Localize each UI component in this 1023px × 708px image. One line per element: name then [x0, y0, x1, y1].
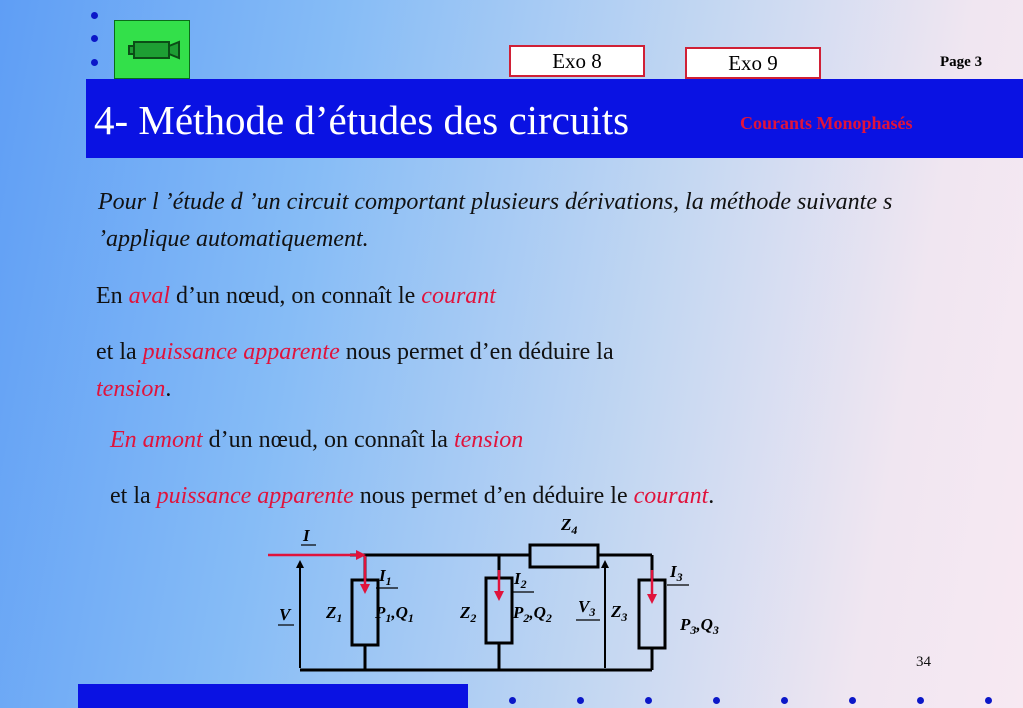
- label-pq2: $P_2,Q_2$: [513, 603, 552, 625]
- bullet-dot: [917, 697, 924, 704]
- text: .: [708, 483, 715, 509]
- label-z4: $Z_4$: [561, 515, 578, 537]
- bullet-dot: [713, 697, 720, 704]
- label-z2: $Z_2$: [460, 603, 477, 625]
- impedance-z4: [530, 545, 598, 567]
- text: nous permet d’en déduire la: [339, 339, 614, 365]
- label-i: I: [303, 526, 310, 545]
- keyword: tension: [453, 427, 524, 453]
- label-pq3: $P_3,Q_3$: [680, 615, 719, 637]
- keyword: tension: [96, 376, 166, 402]
- intro-paragraph: Pour l ’étude d ’un circuit comportant plusieurs dérivations, la méthode suivante s ’applique automatiquement.: [98, 189, 893, 252]
- page-title: 4- Méthode d’études des circuits: [94, 97, 630, 143]
- bullet-dot: [509, 697, 516, 704]
- keyword: aval: [128, 283, 170, 309]
- bottom-bar: [78, 684, 468, 708]
- text: d’un nœud, on connaît le: [170, 283, 422, 309]
- label-i1: $I_1$: [379, 566, 392, 588]
- label-pq1: $P_1,Q_1$: [375, 603, 414, 625]
- bullet-dot: [985, 697, 992, 704]
- exo-8-button[interactable]: Exo 8: [509, 45, 645, 77]
- bullet-dot: [577, 697, 584, 704]
- keyword: puissance apparente: [156, 483, 354, 509]
- label-z3: $Z_3$: [611, 602, 628, 624]
- text: En: [96, 283, 129, 309]
- bullet-dot: [645, 697, 652, 704]
- text: et la: [96, 339, 143, 365]
- keyword: En amont: [110, 427, 203, 453]
- label-v: V: [279, 605, 291, 624]
- keyword: courant: [421, 283, 496, 309]
- label-i3: $I_3$: [670, 562, 683, 584]
- text: .: [165, 376, 172, 402]
- label-i2: $I_2$: [514, 569, 527, 591]
- bullet-dot: [781, 697, 788, 704]
- label-v3: $V_3$: [578, 597, 596, 619]
- text: nous permet d’en déduire le: [353, 483, 634, 509]
- keyword: puissance apparente: [142, 339, 340, 365]
- slide-number: 34: [916, 654, 931, 670]
- exo-9-button[interactable]: Exo 9: [685, 47, 821, 79]
- text: d’un nœud, on connaît la: [202, 427, 454, 453]
- keyword: courant: [633, 483, 709, 509]
- page-label[interactable]: Page 3: [940, 54, 983, 70]
- page-subtitle: Courants Monophasés: [740, 113, 913, 133]
- label-z1: $Z_1$: [326, 603, 343, 625]
- text: et la: [110, 483, 157, 509]
- bullet-dot: [849, 697, 856, 704]
